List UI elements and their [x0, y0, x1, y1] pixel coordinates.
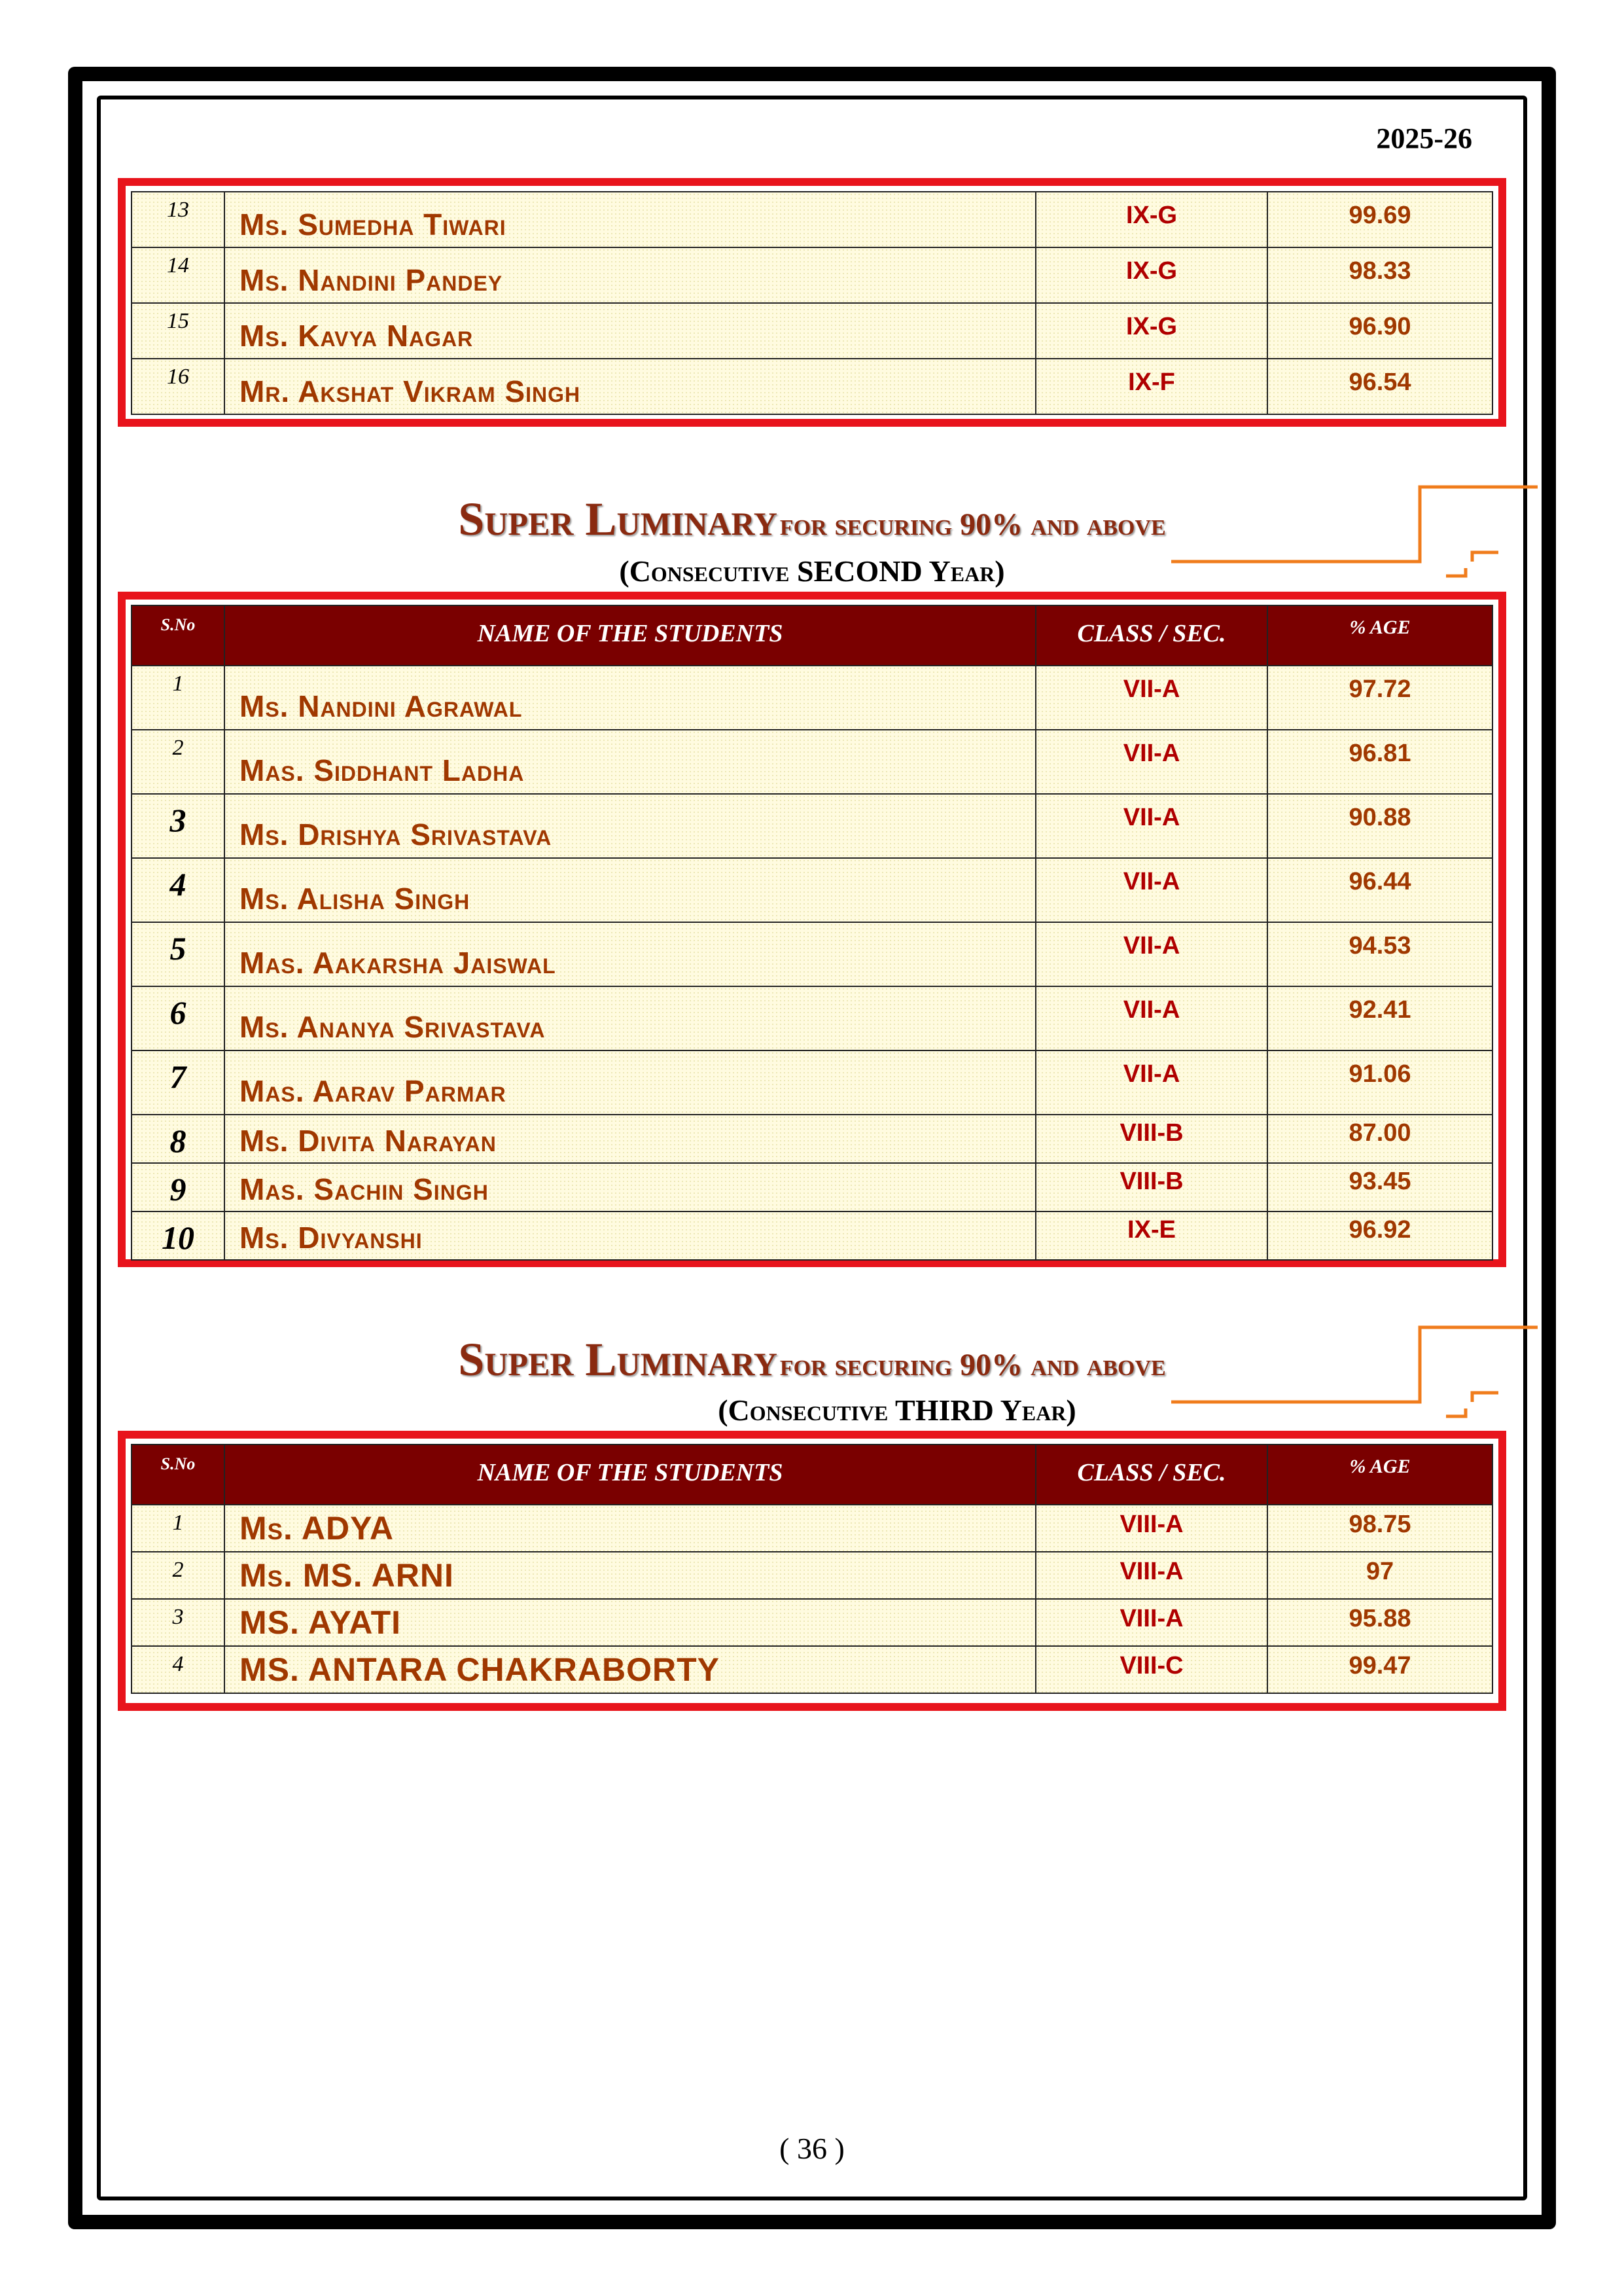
class-cell: VIII-A [1036, 1505, 1267, 1552]
percentage-cell: 95.88 [1267, 1599, 1492, 1646]
sno-cell: 7 [132, 1050, 224, 1115]
sno-cell: 2 [132, 730, 224, 794]
table-row [132, 359, 1492, 414]
student-name-cell: Ms. Sumedha Tiwari [224, 192, 1036, 247]
sno-cell: 3 [132, 1599, 224, 1646]
section-title-suffix: for securing 90% and above [779, 1348, 1166, 1382]
student-name-cell: Ms. Alisha Singh [224, 858, 1036, 922]
percentage-cell: 93.45 [1267, 1163, 1492, 1211]
student-name-cell: Mas. Aarav Parmar [224, 1050, 1036, 1115]
table-row [132, 192, 1492, 247]
table-row [132, 1646, 1492, 1693]
class-cell: VIII-A [1036, 1599, 1267, 1646]
sno-cell: 8 [132, 1115, 224, 1163]
section-subtitle-third: (Consecutive THIRD Year) [718, 1393, 1076, 1427]
percentage-cell: 98.75 [1267, 1505, 1492, 1552]
sno-cell: 9 [132, 1163, 224, 1211]
sno-cell: 10 [132, 1211, 224, 1260]
sno-cell: 1 [132, 666, 224, 730]
table-row [132, 1505, 1492, 1552]
table-header-row [132, 605, 1492, 666]
sno-cell: 5 [132, 922, 224, 986]
student-name-cell: Mas. Sachin Singh [224, 1163, 1036, 1211]
student-name-cell: Ms. Drishya Srivastava [224, 794, 1036, 858]
table-row [132, 1552, 1492, 1599]
percentage-cell: 96.92 [1267, 1211, 1492, 1260]
class-cell: VIII-C [1036, 1646, 1267, 1693]
student-name-cell: Ms. ADYA [224, 1505, 1036, 1552]
percentage-cell: 91.06 [1267, 1050, 1492, 1115]
class-cell: VIII-A [1036, 1552, 1267, 1599]
student-name-cell: Ms. Nandini Pandey [224, 247, 1036, 303]
class-cell: VII-A [1036, 666, 1267, 730]
third-year-table [118, 1431, 1506, 1711]
student-name-cell: Mas. Siddhant Ladha [224, 730, 1036, 794]
student-name-cell: Ms. Kavya Nagar [224, 303, 1036, 359]
sno-cell: 4 [132, 858, 224, 922]
student-name-cell: Ms. Ananya Srivastava [224, 986, 1036, 1050]
table-row [132, 986, 1492, 1050]
class-cell: VII-A [1036, 986, 1267, 1050]
percentage-cell: 90.88 [1267, 794, 1492, 858]
class-cell: VII-A [1036, 858, 1267, 922]
student-name-cell: Ms. MS. ARNI [224, 1552, 1036, 1599]
table-row [132, 1599, 1492, 1646]
page-number: ( 36 ) [779, 2132, 845, 2165]
percentage-cell: 99.69 [1267, 192, 1492, 247]
class-cell: VIII-B [1036, 1163, 1267, 1211]
percentage-cell: 96.90 [1267, 303, 1492, 359]
header-class: CLASS / SEC. [1036, 1444, 1267, 1505]
student-name-cell: Ms. Divita Narayan [224, 1115, 1036, 1163]
student-name-cell: Mr. Akshat Vikram Singh [224, 359, 1036, 414]
percentage-cell: 94.53 [1267, 922, 1492, 986]
percentage-cell: 87.00 [1267, 1115, 1492, 1163]
percentage-cell: 97.72 [1267, 666, 1492, 730]
class-cell: VII-A [1036, 730, 1267, 794]
table-row [132, 247, 1492, 303]
table-row [132, 1115, 1492, 1163]
sno-cell: 13 [132, 192, 224, 247]
header-name: NAME OF THE STUDENTS [224, 605, 1036, 666]
section-title-second [0, 492, 1624, 547]
student-name-cell: Ms. Nandini Agrawal [224, 666, 1036, 730]
table-row [132, 922, 1492, 986]
table-row [132, 1163, 1492, 1211]
section-title-main: Super Luminary [458, 493, 777, 545]
sno-cell: 6 [132, 986, 224, 1050]
student-name-cell: MS. ANTARA CHAKRABORTY [224, 1646, 1036, 1693]
class-cell: IX-G [1036, 192, 1267, 247]
student-name-cell: Ms. Divyanshi [224, 1211, 1036, 1260]
class-cell: IX-F [1036, 359, 1267, 414]
percentage-cell: 92.41 [1267, 986, 1492, 1050]
class-cell: IX-G [1036, 303, 1267, 359]
table-row [132, 858, 1492, 922]
percentage-cell: 98.33 [1267, 247, 1492, 303]
header-percentage: % AGE [1267, 1444, 1492, 1505]
table-row [132, 303, 1492, 359]
class-cell: VII-A [1036, 1050, 1267, 1115]
sno-cell: 16 [132, 359, 224, 414]
section-title-main: Super Luminary [458, 1333, 777, 1386]
percentage-cell: 96.44 [1267, 858, 1492, 922]
sno-cell: 3 [132, 794, 224, 858]
header-sno: S.No [132, 605, 224, 666]
table-row [132, 794, 1492, 858]
class-cell: VII-A [1036, 922, 1267, 986]
table-row [132, 1050, 1492, 1115]
sno-cell: 4 [132, 1646, 224, 1693]
sno-cell: 15 [132, 303, 224, 359]
sno-cell: 14 [132, 247, 224, 303]
section-title-third [0, 1333, 1624, 1387]
sno-cell: 2 [132, 1552, 224, 1599]
student-name-cell: Mas. Aakarsha Jaiswal [224, 922, 1036, 986]
table-row [132, 666, 1492, 730]
header-sno: S.No [132, 1444, 224, 1505]
header-name: NAME OF THE STUDENTS [224, 1444, 1036, 1505]
class-cell: VII-A [1036, 794, 1267, 858]
table-row [132, 730, 1492, 794]
percentage-cell: 99.47 [1267, 1646, 1492, 1693]
section-subtitle-second: (Consecutive SECOND Year) [619, 554, 1005, 588]
percentage-cell: 96.54 [1267, 359, 1492, 414]
class-cell: IX-E [1036, 1211, 1267, 1260]
header-percentage: % AGE [1267, 605, 1492, 666]
class-cell: IX-G [1036, 247, 1267, 303]
header-class: CLASS / SEC. [1036, 605, 1267, 666]
sno-cell: 1 [132, 1505, 224, 1552]
table-row [132, 1211, 1492, 1260]
class-cell: VIII-B [1036, 1115, 1267, 1163]
student-name-cell: MS. AYATI [224, 1599, 1036, 1646]
table-header-row [132, 1444, 1492, 1505]
percentage-cell: 96.81 [1267, 730, 1492, 794]
second-year-table [118, 592, 1506, 1267]
top-table [118, 178, 1506, 427]
academic-year: 2025-26 [1376, 122, 1472, 154]
percentage-cell: 97 [1267, 1552, 1492, 1599]
section-title-suffix: for securing 90% and above [779, 507, 1166, 542]
